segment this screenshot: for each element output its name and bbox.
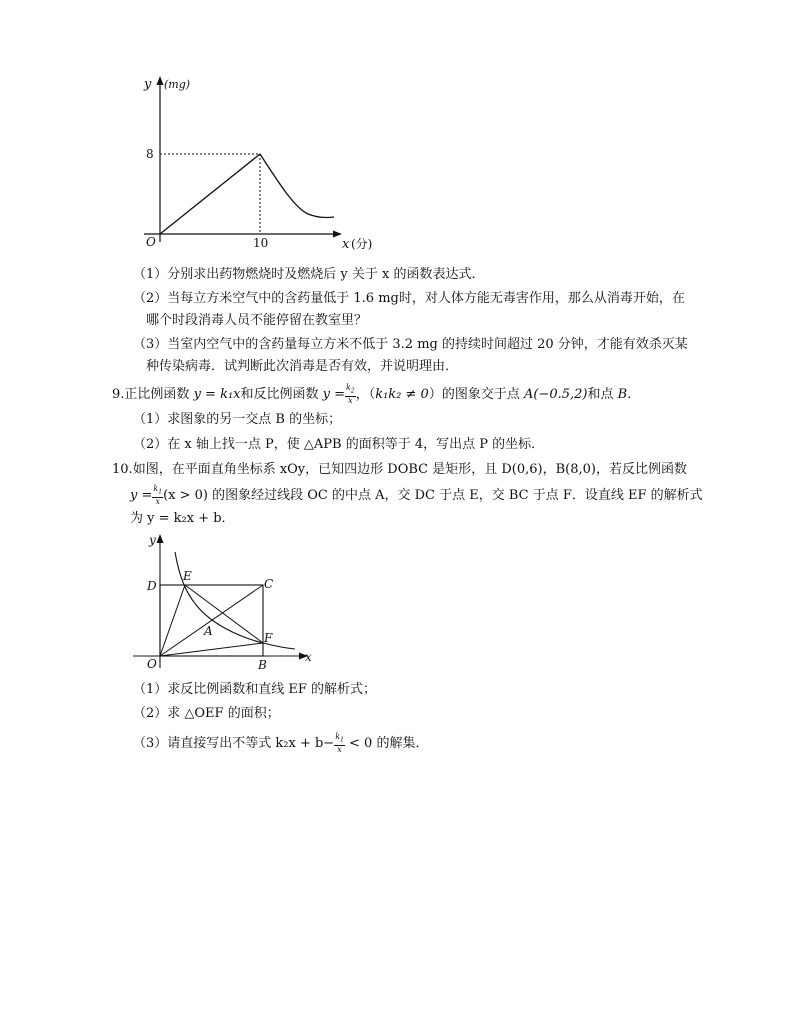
y-axis-arrow [157, 76, 164, 85]
y-axis-arrow [157, 534, 164, 543]
q10-line1 [112, 461, 687, 479]
q9-part2: （2）在 x 轴上找一点 P，使 △APB 的面积等于 4，写出点 P 的坐标． [133, 437, 545, 452]
q10-part2: （2）求 △OEF 的面积； [133, 706, 280, 721]
label-A: A [204, 624, 213, 638]
q10-line3: 为 y = k₂x + b． [130, 511, 235, 526]
q10-line2 [130, 485, 703, 506]
segment-OE [160, 585, 185, 656]
label-O: O [147, 657, 157, 671]
q9-stem-b: 和反比例函数 [240, 386, 319, 402]
hyperbola-curve [175, 552, 295, 649]
q9-stem [112, 384, 640, 405]
label-E: E [183, 569, 192, 583]
x-tick-10: 10 [253, 236, 269, 250]
q10-line2-text: (x > 0) 的图象经过线段 OC 的中点 A，交 DC 于点 E，交 BC 于点 F．设直线 EF 的解析式 [163, 487, 703, 503]
x-axis-unit: (分) [351, 237, 373, 251]
label-x: x [305, 650, 312, 664]
y-tick-8: 8 [146, 147, 154, 161]
concentration-graph [130, 70, 400, 255]
q10-number: 10. [112, 462, 133, 477]
q9-point-a: A(−0.5,2) [523, 386, 588, 402]
q9-stem-c: ，（ [355, 386, 376, 402]
q9-stem-f: ． [627, 386, 641, 402]
q9-stem-e: 和点 [587, 386, 614, 402]
q9-eq1: y = k₁x [193, 386, 241, 402]
origin-label: O [146, 235, 156, 249]
q9-point-b: B [617, 386, 628, 402]
q8-part2-line1: （2）当每立方米空气中的含药量低于 1.6 mg时，对人体方能无毒害作用，那么从消毒开始，在 [133, 291, 685, 306]
segment-EF [185, 585, 263, 643]
q10-func: y = $\frac{k_1}{x}$ [130, 484, 163, 506]
q10-part1: （1）求反比例函数和直线 EF 的解析式； [133, 682, 377, 697]
y-axis-label: y [144, 77, 152, 92]
q10-part3-a: （3）请直接写出不等式 k₂x + b− [133, 735, 335, 751]
label-C: C [264, 577, 274, 591]
q10-line1-text: 如图，在平面直角坐标系 xOy，已知四边形 DOBC 是矩形，且 D(0,6)，B(8,0)，若反比例函数 [132, 462, 687, 477]
q10-part3 [133, 733, 428, 754]
x-axis-label: x [342, 237, 350, 252]
label-F: F [264, 631, 273, 645]
q10-part3-b: < 0 的解集． [344, 735, 429, 751]
rectangle-hyperbola-graph [125, 530, 325, 675]
label-D: D [147, 579, 157, 593]
label-y: y [149, 533, 156, 547]
q9-stem-a: 正比例函数 [124, 386, 190, 402]
q8-part3-line1: （3）当室内空气中的含药量每立方米不低于 3.2 mg 的持续时间超过 20 分钟，才能有效杀灭某 [133, 337, 688, 352]
q9-condition: k₁k₂ ≠ 0 [375, 386, 429, 402]
y-axis-unit: (mg) [164, 78, 191, 91]
x-axis-arrow [333, 231, 342, 238]
q9-stem-d: ）的图象交于点 [428, 386, 520, 402]
q8-part3-line2: 种传染病毒．试判断此次消毒是否有效，并说明理由． [146, 359, 459, 374]
label-B: B [258, 658, 267, 672]
q9-eq2: y = $\frac{k_2}{x}$ [322, 383, 355, 405]
increase-segment [160, 154, 260, 234]
q8-part2-line2: 哪个时段消毒人员不能停留在教室里？ [146, 313, 368, 328]
q8-part1: （1）分别求出药物燃烧时及燃烧后 y 关于 x 的函数表达式． [133, 267, 485, 282]
decay-curve [260, 154, 334, 218]
q10-part3-frac: $\frac{k_1}{x}$ [335, 732, 344, 754]
q9-part1: （1）求图象的另一交点 B 的坐标； [133, 412, 342, 427]
q9-number: 9. [112, 386, 125, 402]
